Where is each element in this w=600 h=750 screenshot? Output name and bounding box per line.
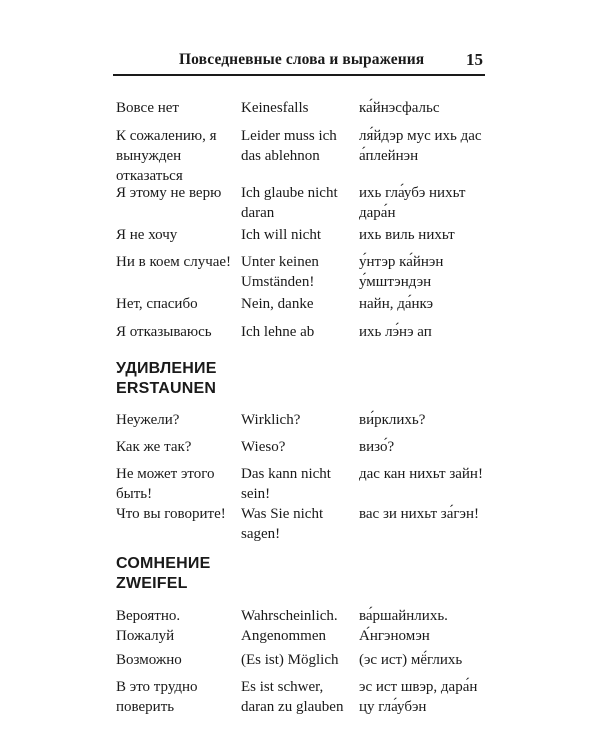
section-heading-german: ZWEIFEL — [116, 575, 188, 592]
russian-phrase: Я не хочу — [116, 227, 178, 243]
transcription: ихь лэ́нэ ап — [359, 324, 432, 340]
german-phrase: Wahrscheinlich. Angenommen — [241, 608, 338, 644]
section-heading-doubt — [116, 554, 210, 594]
transcription: ва́ршайнлихь. А́нгэномэн — [359, 608, 448, 644]
german-phrase: Das kann nicht sein! — [241, 466, 331, 502]
german-phrase: Wirklich? — [241, 412, 301, 428]
russian-phrase: Возможно — [116, 652, 182, 668]
german-phrase: Ich glaube nicht daran — [241, 185, 338, 221]
german-phrase: Es ist schwer, daran zu glauben — [241, 679, 344, 715]
running-header — [113, 50, 485, 76]
german-phrase: Was Sie nicht sagen! — [241, 506, 324, 542]
section-heading-surprise — [116, 359, 217, 399]
section-heading-german: ERSTAUNEN — [116, 380, 217, 397]
chapter-title: Повседневные слова и выражения — [179, 51, 425, 68]
transcription: ля́йдэр мус ихь дас а́плейнэн — [359, 128, 482, 164]
russian-phrase: Что вы говорите! — [116, 506, 226, 522]
german-phrase: Ich will nicht — [241, 227, 321, 243]
transcription: найн, да́нкэ — [359, 296, 434, 312]
transcription: ихь гла́убэ нихьт дара́н — [359, 185, 466, 221]
german-phrase: Keinesfalls — [241, 100, 309, 116]
transcription: ви́рклихь? — [359, 412, 426, 428]
transcription: эс ист швэр, дара́н цу гла́убэн — [359, 679, 478, 715]
german-phrase: Leider muss ich das ablehnon — [241, 128, 337, 164]
transcription: ихь виль нихьт — [359, 227, 455, 243]
german-phrase: Ich lehne ab — [241, 324, 315, 340]
transcription: (эс ист) мё́глихь — [359, 652, 463, 668]
russian-phrase: Не может этого быть! — [116, 466, 215, 502]
german-phrase: Nein, danke — [241, 296, 314, 312]
section-heading-russian: СОМНЕНИЕ — [116, 555, 211, 572]
transcription: дас кан нихьт зайн! — [359, 466, 483, 482]
russian-phrase: Я отказываюсь — [116, 324, 212, 340]
page-number: 15 — [466, 50, 483, 69]
russian-phrase: Нет, спасибо — [116, 296, 198, 312]
transcription: вас зи нихьт за́гэн! — [359, 506, 479, 522]
russian-phrase: К сожалению, я вынужден отказаться — [116, 128, 217, 184]
transcription: у́нтэр ка́йнэн у́мштэндэн — [359, 254, 444, 290]
german-phrase: Unter keinen Umständen! — [241, 254, 319, 290]
transcription: визо́? — [359, 439, 395, 455]
russian-phrase: Вовсе нет — [116, 100, 179, 116]
section-heading-russian: УДИВЛЕНИЕ — [116, 360, 217, 377]
russian-phrase: Вероятно. Пожалуй — [116, 608, 181, 644]
russian-phrase: Ни в коем случае! — [116, 254, 232, 270]
german-phrase: (Es ist) Möglich — [241, 652, 339, 668]
transcription: ка́йнэсфальс — [359, 100, 440, 116]
german-phrase: Wieso? — [241, 439, 286, 455]
russian-phrase: Я этому не верю — [116, 185, 222, 201]
russian-phrase: Неужели? — [116, 412, 180, 428]
russian-phrase: Как же так? — [116, 439, 192, 455]
russian-phrase: В это трудно поверить — [116, 679, 198, 715]
